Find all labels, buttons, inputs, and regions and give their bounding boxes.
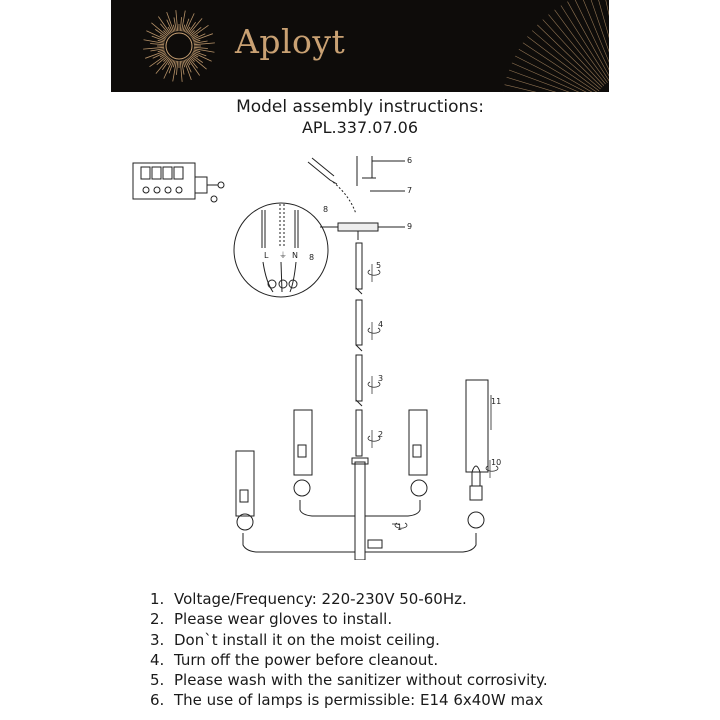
live-label: L: [264, 251, 269, 260]
canopy-detail: [308, 156, 405, 240]
note-text: Turn off the power before cleanout.: [174, 650, 439, 669]
note-number: 5.: [150, 671, 165, 690]
lamp-right-inner: [409, 410, 427, 496]
terminal-block: [133, 163, 224, 202]
lamp-right-outer: [466, 380, 488, 528]
part-label-11: 11: [491, 397, 502, 406]
model-number: APL.337.07.06: [301, 118, 419, 137]
part-label-4: 4: [378, 320, 384, 329]
note-text: Please wear gloves to install.: [174, 610, 393, 629]
note-number: 1.: [150, 590, 165, 608]
chandelier-body: [243, 458, 476, 560]
sunburst-logo-icon: [111, 0, 609, 92]
ground-label: ⏚: [279, 251, 287, 260]
part-label-10: 10: [491, 458, 502, 467]
note-text: Please wash with the sanitizer without corrosivity.: [174, 671, 548, 690]
note-text: Voltage/Frequency: 220-230V 50-60Hz.: [174, 590, 467, 608]
part-labels: [323, 156, 501, 532]
brand-name: Aployt: [235, 22, 346, 61]
part-label-7: 7: [407, 186, 413, 195]
part-label-3: 3: [378, 374, 384, 383]
note-item: [150, 630, 548, 650]
lamp-left-outer: [236, 451, 254, 530]
note-item: [150, 609, 548, 629]
wiring-callout: 8: [309, 253, 315, 262]
note-number: 6.: [150, 691, 165, 710]
assembly-diagram: [0, 140, 720, 560]
down-rod: [356, 243, 380, 456]
neutral-label: N: [292, 251, 298, 260]
part-label-5: 5: [376, 261, 382, 270]
part-label-2: 2: [378, 430, 384, 439]
note-item: [150, 690, 548, 710]
page-title: Model assembly instructions:: [236, 97, 484, 117]
note-item: [150, 650, 548, 670]
note-item: [150, 670, 548, 690]
callout-lines: [392, 395, 498, 528]
lamp-left-inner: [294, 410, 312, 496]
note-item: [150, 589, 548, 609]
part-label-6: 6: [407, 156, 413, 165]
part-label-8: 8: [323, 205, 329, 214]
brand-banner: [111, 0, 609, 92]
wiring-detail: [234, 203, 328, 297]
instruction-list: [150, 589, 548, 711]
note-number: 2.: [150, 610, 165, 629]
part-label-9: 9: [407, 222, 413, 231]
note-number: 3.: [150, 630, 165, 649]
part-label-1: 1: [397, 523, 403, 532]
note-text: Don`t install it on the moist ceiling.: [174, 630, 440, 649]
note-number: 4.: [150, 650, 165, 669]
note-text: The use of lamps is permissible: E14 6x40W max: [174, 691, 544, 710]
